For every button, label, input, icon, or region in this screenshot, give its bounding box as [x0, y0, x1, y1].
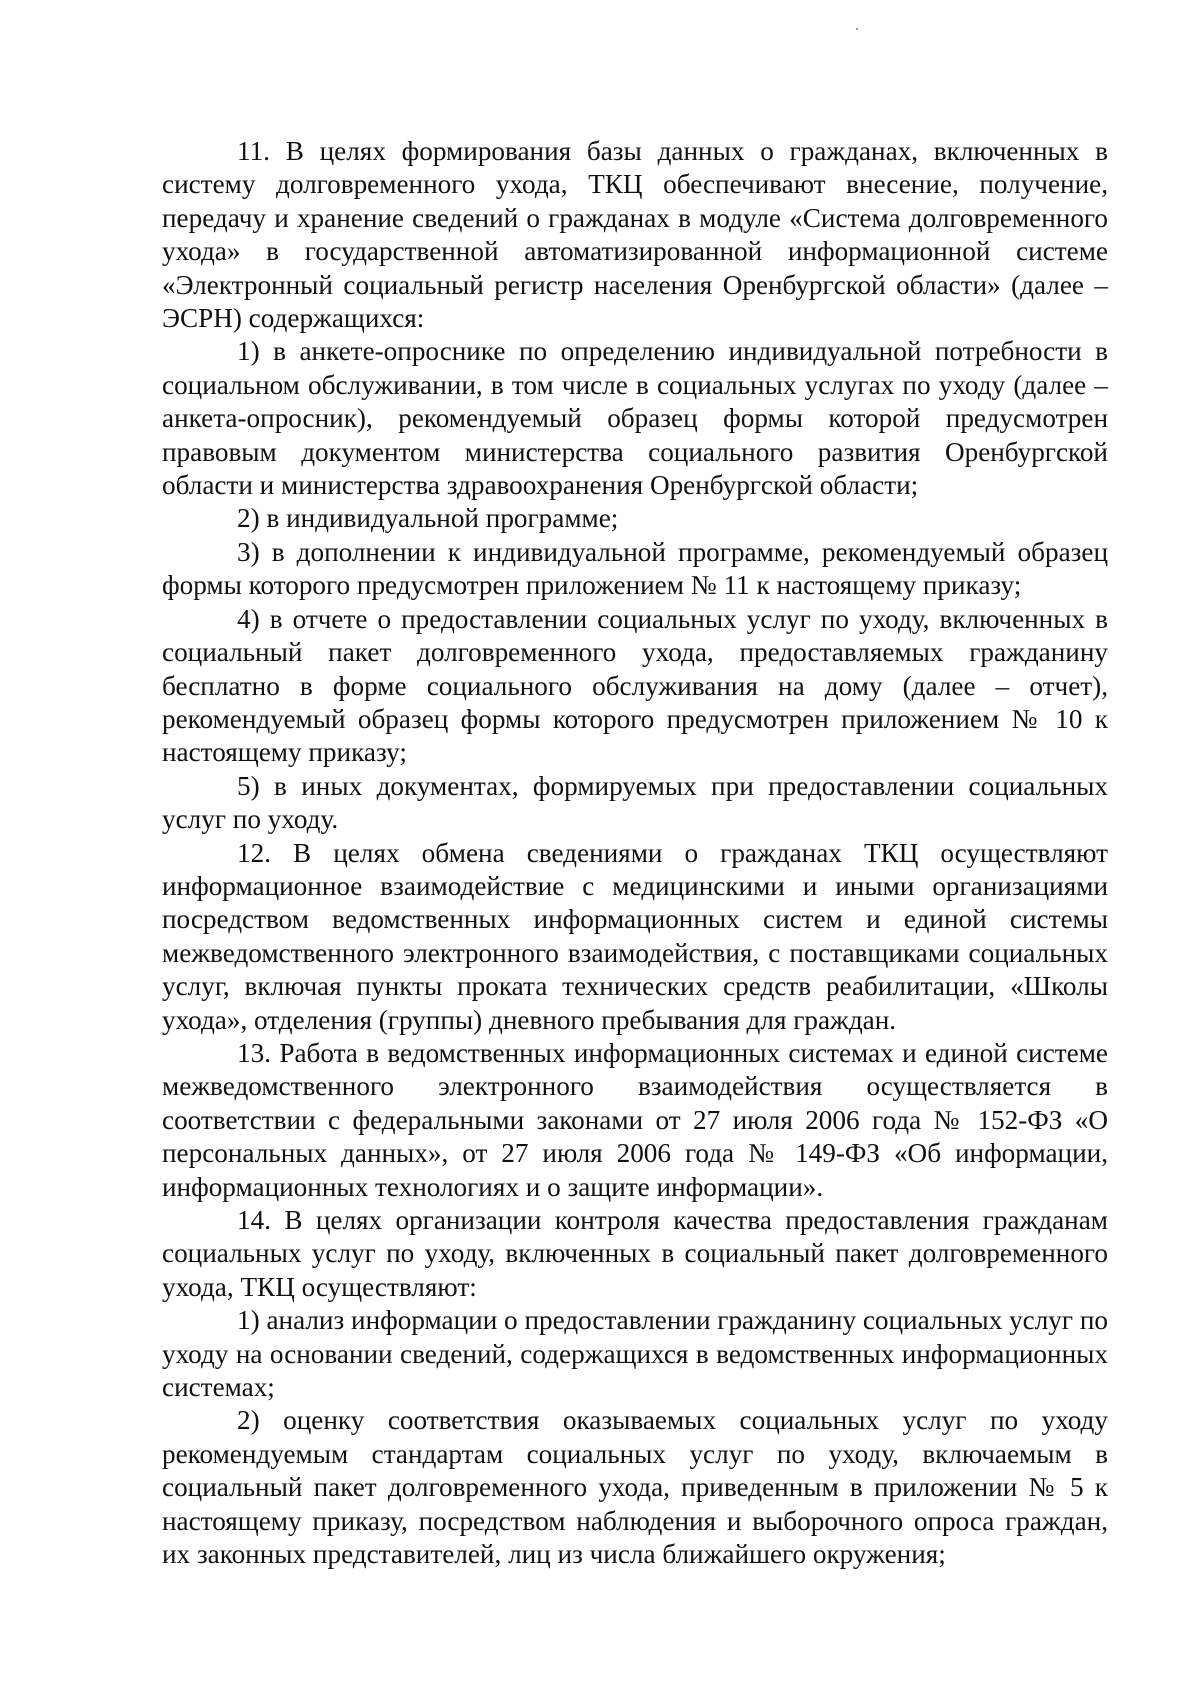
paragraph-subitem-14-2: 2) оценку соответствия оказываемых социальных услуг по уходу рекомендуемым стандартам социальных услуг по уходу, включаемым в социальный пакет долговременного ухода, приведенным в приложении № 5 к настоящему приказу, посредством наблюдения и выборочного опроса граждан, их законных представителей, лиц из числа ближайшего окружения;	[162, 1405, 1108, 1570]
paragraph-subitem-11-1: 1) в анкете-опроснике по определению индивидуальной потребности в социальном обслуживании, в том числе в социальных услугах по уходу (далее – анкета-опросник), рекомендуемый образец формы которой предусмотрен правовым документом министерства социального развития Оренбургской области и министерства здравоохранения Оренбургской области;	[162, 336, 1108, 501]
paragraph-item-14: 14. В целях организации контроля качества предоставления гражданам социальных услуг по уходу, включенных в социальный пакет долговременного ухода, ТКЦ осуществляют:	[162, 1205, 1108, 1302]
paragraph-subitem-14-1: 1) анализ информации о предоставлении гражданину социальных услуг по уходу на основании сведений, содержащихся в ведомственных информационных системах;	[162, 1305, 1108, 1403]
paragraph-item-11: 11. В целях формирования базы данных о гражданах, включенных в систему долговременного ухода, ТКЦ обеспечивают внесение, получение, передачу и хранение сведений о гражданах в модуле «Система долговременного ухода» в государственной автоматизированной информационной системе «Электронный социальный регистр населения Оренбургской области» (далее – ЭСРН) содержащихся:	[162, 136, 1108, 334]
paragraph-subitem-11-3: 3) в дополнении к индивидуальной программе, рекомендуемый образец формы которого предусмотрен приложением № 11 к настоящему приказу;	[162, 536, 1108, 601]
scan-speck	[856, 28, 858, 30]
paragraph-subitem-11-2: 2) в индивидуальной программе;	[237, 503, 619, 534]
paragraph-subitem-11-5: 5) в иных документах, формируемых при предоставлении социальных услуг по уходу.	[162, 770, 1108, 835]
document-body	[162, 135, 1108, 1571]
paragraph-item-13: 13. Работа в ведомственных информационных системах и единой системе межведомственного электронного взаимодействия осуществляется в соответствии с федеральными законами от 27 июля 2006 года № 152-ФЗ «О персональных данных», от 27 июля 2006 года № 149-ФЗ «Об информации, информационных технологиях и о защите информации».	[162, 1037, 1108, 1202]
paragraph-subitem-11-4: 4) в отчете о предоставлении социальных услуг по уходу, включенных в социальный пакет долговременного ухода, предоставляемых гражданину бесплатно в форме социального обслуживания на дому (далее – отчет), рекомендуемый образец формы которого предусмотрен приложением № 10 к настоящему приказу;	[162, 603, 1108, 768]
paragraph-item-12: 12. В целях обмена сведениями о гражданах ТКЦ осуществляют информационное взаимодействие с медицинскими и иными организациями посредством ведомственных информационных систем и единой системы межведомственного электронного взаимодействия, с поставщиками социальных услуг, включая пункты проката технических средств реабилитации, «Школы ухода», отделения (группы) дневного пребывания для граждан.	[162, 837, 1108, 1035]
